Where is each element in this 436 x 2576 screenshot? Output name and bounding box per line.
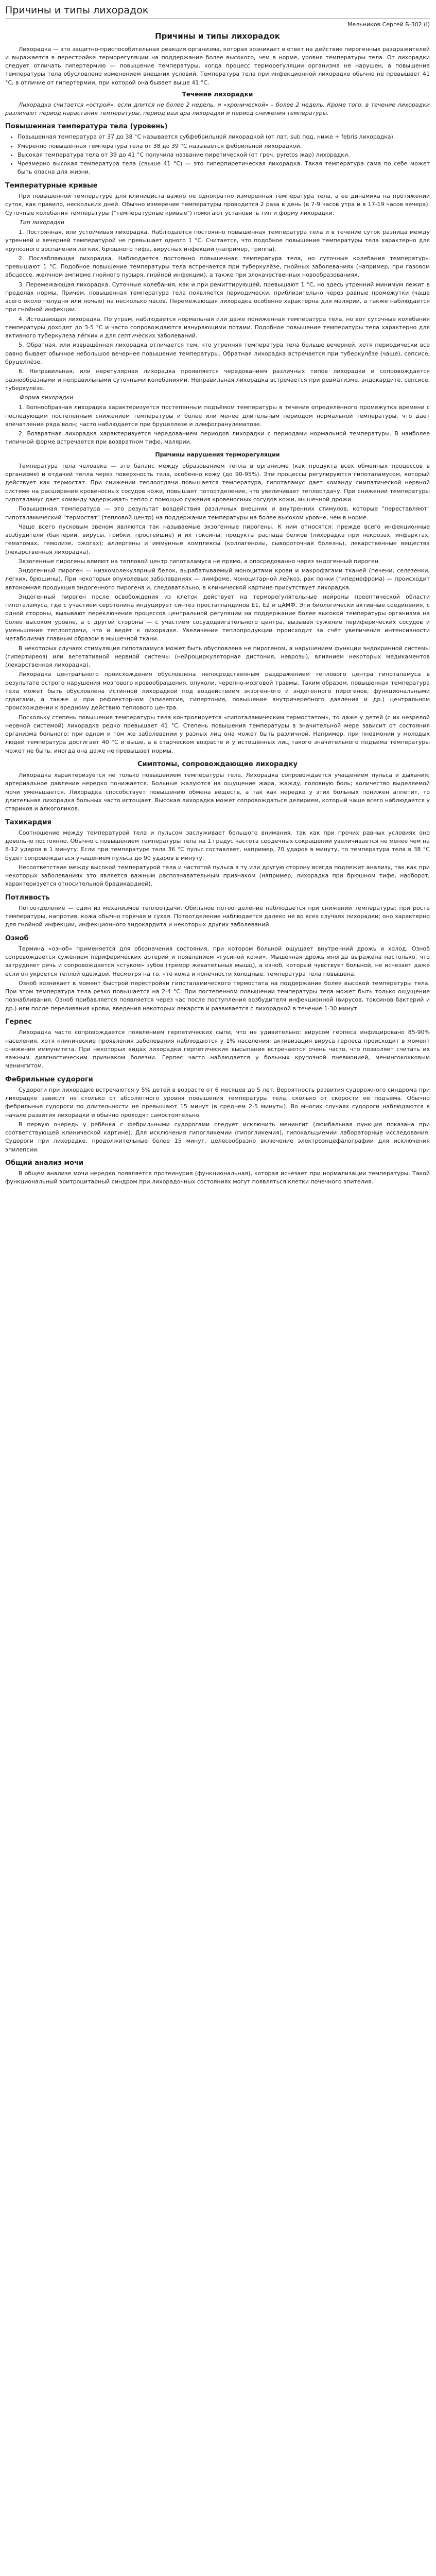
form-paragraph: 1. Волнообразная лихорадка характеризуется постепенным подъёмом температуры в течение определённого промежутка времени с последующим постепенным снижением температуры и более или менее длительным периодом нормальной температуры, что дает впечатление ряда волн; часто наблюдается при бруцеллезе и лимфогранулематозе. [5,404,430,428]
document-page [0,0,436,1187]
form-paragraph: 2. Возвратная лихорадка характеризуется чередованием периодов лихорадки с периодами нормальной температуры. В наиболее типичной форме встречается при возвратном тифе, малярии. [5,430,430,446]
type-paragraph: 6. Неправильная, или неретулярная лихорадка проявляется чередованием различных типов лихорадки и сопровождается разнообразными и неправильными суточными колебаниями. Неправильная лихорадка встречается при ревматизме, эндокардите, сепсисе, туберкулёзе. [5,368,430,392]
list-item: • Чрезмерно высокая температура тела (свыше 41 °С) — это гиперпиретическая лихорадка. Такая температура сама по себе может быть опасна для жизни. [18,160,430,177]
febrile-seizures-paragraph: Судороги при лихорадке встречаются у 5% детей в возрасте от 6 месяцев до 5 лет. Вероятность развития судорожного синдрома при лихорадке зависит не столько от абсолютного уровня повышения температуры тела, сколько от скорости её подъёма. Обычно фебрильные судороги по длительности не превышают 15 минут (в среднем 2-5 минуты). Во многих случаях судороги наблюдаются в начале развития лихорадки и обычно проходят самостоятельно. [5,1086,430,1118]
list-item: • Умеренно повышенная температура тела от 38 до 39 °С называется фебрильной лихорадкой. [18,142,430,150]
disorders-paragraph: Температура тела человека — это баланс между образованием тепла в организме (как продукта всех обменных процессов в организме) и отдачей тепла через поверхность тела, особенно кожу (до 90-95%). Эти процессы регулируются гипоталамусом, который действует как термостат. При снижении теплоотдачи повышается температура, гипоталамус дает команду симпатической нервной системе на расширение кровеносных сосудов кожи, повышает потоотделение, что увеличивает теплоотдачу. При снижении температуры гипоталамус дает команду задерживать тепло с помощью сужения кровеносных сосудов кожи, мышечной дрожи. [5,462,430,503]
types-label: Тип лихорадки [20,218,65,226]
sweating-heading: Потливость [5,893,50,902]
type-paragraph: 5. Обратная, или извращённая лихорадка отличается тем, что утренняя температура тела больше вечерней, хотя периодически все равно бывает обычное небольшое вечернее повышение температуры. Обратная лихорадка встречается при туберкулёзе (чаще), сепсисе, бруцеллёзе. [5,342,430,366]
list-item: • Высокая температура тела от 39 до 41 °С получила название пиретической (от греч. pyretos жар) лихорадки. [18,151,430,159]
urine-analysis-heading: Общий анализ мочи [5,1159,84,1167]
disorders-paragraph: Поскольку степень повышения температуры тела контролируется «гипоталамическим термостатом», то даже у детей (с их незрелой нервной системой) лихорадка редко превышает 41 °С. Степень повышения температуры в значительной мере зависит от состояния организма больного: при одном и том же заболевании у разных лиц она может быть различной. Например, при пневмонии у молодых людей температура достигает 40 °С и выше, а в старческом возрасте и у истощённых лиц такого значительного подъёма температуры может не быть; иногда она даже не превышает нормы. [5,714,430,754]
disorders-paragraph: Эндогенный пироген — низкомолекулярный белок, вырабатываемый моноцитами крови и макрофагами тканей (печени, селезенки, лёгких, брюшины). При некоторых опухолевых заболеваниях — лимфоме, моноцитарной лейкоз, рак почки (гипернефрома) — происходит автономная продукция эндогенного пирогена и, следовательно, в клинической картине присутствует лихорадка. [5,567,430,591]
curves-paragraph: При повышенной температуре для клинициста важно не однократно измеренная температура тела, а её динамика на протяжении суток, как правило, нескольких дней. Обычно измерение температуры проводится 2 раза в день (в 7-9 часов утра и в 17-19 часов вечера). Суточные колебания температуры ("температурные кривые") помогают установить тип и форму лихорадки. [5,192,430,216]
forms-label: Форма лихорадки [20,394,74,401]
type-paragraph: 3. Перемежающая лихорадка. Суточные колебания, как и при ремиттирующей, превышают 1 °С, но здесь утренний минимум лежит в пределах нормы. Причем, повышенная температура тела появляется периодически, приблизительно через равные промежутки (чаще всего около полудня или ночью) на несколько часов. Перемежающая лихорадка особенно характерна для малярии, а также наблюдается при гнойной инфекции. [5,281,430,313]
disorders-paragraph: В некоторых случаях стимуляция гипоталамуса может быть обусловлена не пирогеном, а нарушением функции эндокринной системы (гипертиреоз) или вегетативной нервной системы (нейроциркуляторная дистония, неврозы), влиянием некоторых медикаментов (лекарственная лихорадка). [5,645,430,669]
symptoms-heading: Симптомы, сопровождающие лихорадку [137,760,298,768]
type-paragraph: 2. Послабляющая лихорадка. Наблюдается постоянно повышенная температура тела, но суточные колебания температуры превышают 1 °С. Подобное повышение температуры тела встречается при туберкулёзе, гнойных заболеваниях (например, при газовом абсцессе, желчном эмпиеме гнойного пузыря, гнойной инфекции), а также при злокачественных новообразованиях. [5,255,430,279]
chills-paragraph: Термина «озноб» применяется для обозначения состояния, при котором больной ощущает внутренний дрожь и холод. Озноб сопровождается сужением периферических артерий и появлением «гусиной кожи». Мышечная дрожь иногда выражена настолько, что затрудняет речь и сопровождается «стуком» зубов (тремор жевательных мышц), а озноб, который чувствует больной, не исчезает даже если он укроется тёплой одеждой. Несмотря на то, что кожа и конечности холодные, температура тела повышена. [5,945,430,977]
course-paragraph: Лихорадка считается «острой», если длится не более 2 недель, и «хронической» – более 2 недель. Кроме того, в течение лихорадки различают период нарастания температуры, период разгара лихорадки и период снижения температуры. [5,101,430,116]
tachycardia-paragraph: Несоответствие между высокой температурой тела и частотой пульса в ту или другую сторону всегда подлежит анализу, так как при некоторых заболеваниях это является важным распознавательным признаком (например, лихорадка при брюшном тифе, наоборот, характеризуется относительной брадикардией). [5,863,430,888]
author-line: Мельников Сергей Б-302 (I) [347,21,430,28]
disorders-paragraph: Повышенная температура — это результат воздействия различных внешних и внутренних стимулов, которые "переставляют" гипоталамический "термостат" (тепловой центр) на поддержание температуры на более высоком уровне, чем в норме. [5,505,430,521]
course-heading: Течение лихорадки [182,90,253,98]
chills-heading: Озноб [5,934,29,942]
disorders-paragraph: Чаще всего пусковым звеном являются так называемые экзогенные пирогены. К ним относятся: прежде всего инфекционные возбудители (бактерии, вирусы, грибки, простейшие) и их токсины; продукты распада белков (лихорадка при некрозах, инфарктах, гематомах, гемолизе, ожогах); аллергены и иммунные комплексы (коллагенозы, сывороточная болезнь), лекарственные вещества (лекарственная лихорадка). [5,523,430,555]
list-item: • Повышенная температура от 37 до 38 °С называется субфебрильной лихорадкой (от лат. sub под, ниже + febris лихорадка). [18,133,430,141]
chills-paragraph: Озноб возникает в момент быстрой перестройки гипоталамического термостата на поддержание более высокой температуры тела. При этом температура тела резко повышается на 2-4 °С. При постепенном повышении температуры тела может быть только ощущение познабливания. Озноб прибавляется появляется через час после поступления возбудителя инфекционной (вирусов, токсинов бактерий и др.) или после переливания крови, введения некоторых лекарств и развивается с лихорадкой в течение 1-30 минут. [5,979,430,1012]
symptoms-paragraph: Лихорадка характеризуется не только повышением температуры тела. Лихорадка сопровождается учащением пульса и дыхания; артериальное давление нередко понижается. Больные жалуются на ощущение жара, жажду, головную боль; количество выделяемой мочи уменьшается. Лихорадка способствует повышению обмена веществ, а так как нередко у этих больных понижен аппетит, то длительная лихорадка больных часто истощает. Высокая лихорадка может сопровождаться делирием, который чаще всего наблюдается у стариков и алкоголиков. [5,772,430,812]
levels-list [5,133,430,176]
curves-heading: Температурные кривые [5,181,98,190]
disorders-paragraph: Экзогенные пирогены влияют на тепловой центр гипоталамуса не прямо, а опосредованно через эндогенный пироген. [19,557,380,565]
intro-paragraph: Лихорадка — это защитно-приспособительная реакция организма, которая возникает в ответ на действие пирогенных раздражителей и выражается в перестройке терморегуляции на поддержание более высокого, чем в норме, уровня температуры тела. От лихорадки следует отличать гипертермию — повышение температуры, когда процесс терморегуляции организма не нарушен, а повышение температуры тела обусловлено изменением внешних условий. Температура тела при инфекционной лихорадке обычно не превышает 41 °С, в отличие от гипертермии, при которой она бывает выше 41 °С. [5,45,430,86]
herpes-paragraph: Лихорадка часто сопровождается появлением герпетических сыпи, что не удивительно: вирусом герпеса инфицировано 85-90% населения, хотя клинические проявления заболевания наблюдаются у 1% населения; активизация вируса герпеса происходит в момент снижения иммунитета. При некоторых видах лихорадки герпетические высыпания встречаются очень часто, что позволяет считать их важным диагностическим признаком болезни. Герпес часто наблюдается у больных крупозной пневмонией, менингококковым менингитом. [5,1029,430,1070]
type-paragraph: 4. Истощающая лихорадка. По утрам, наблюдается нормальная или даже пониженная температура тела, но вот суточные колебания температуры доходят до 3-5 °С и часто сопровождаются изнуряющими потами. Подобное повышение температуры тела характерно для активного туберкулеза лёгких и для септических заболеваний. [5,315,430,340]
tachycardia-paragraph: Соотношение между температурой тела и пульсом заслуживает большого внимания, так как при прочих равных условиях оно довольно постоянно. Обычно с повышением температуры тела на 1 градус частота сердечных сокращений увеличивается не менее чем на 8-12 ударов в 1 минуту. Если при температуре тела 36 °С пульс составляет, например, 70 ударов в минуту, то температура тела в 38 °С будет сопровождаться учащением пульса до 90 ударов в минуту. [5,829,430,861]
febrile-seizures-heading: Фебрильные судороги [5,1075,93,1083]
herpes-heading: Герпес [5,1018,32,1026]
tachycardia-heading: Тахикардия [5,818,51,826]
type-paragraph: 1. Постоянная, или устойчивая лихорадка. Наблюдается постоянно повышенная температура тела и в течение суток разница между утренней и вечерней температурой не превышает одного 1 °С. Считается, что подобное повышение температуры тела характерно для крупозного воспаления лёгких, брюшного тифа, вирусных инфекций (например, гриппа). [5,229,430,252]
main-heading: Причины и типы лихорадок [155,31,280,41]
disorders-heading: Причины нарушения терморегуляции [155,451,280,458]
febrile-seizures-paragraph: В первую очередь у ребёнка с фебрильными судорогами следует исключить менингит (люмбальная пункция показана при соответствующей клинической картине). Для исключения гипогликемии (гипогликемия), гипокальциемии лабораторные исследования. Судороги при лихорадке, продолжительные более 15 минут, целесообразно включение электроэнцефалографии для исключения эпилепсии. [5,1121,430,1153]
levels-heading: Повышенная температура тела (уровень) [5,123,168,131]
sweating-paragraph: Потоотделение — один из механизмов теплоотдачи. Обильное потоотделение наблюдается при снижении температуры; при росте температуры, напротив, кожа обычно горячая и сухая. Потоотделение наблюдается далеко не во всех случаях лихорадки; оно характерно для гнойной инфекции, инфекционного эндокардита и некоторых других заболеваний. [5,904,430,928]
disorders-paragraph: Эндогенный пироген после освобождения из клеток действует на терморегулятельные нейроны преоптической области гипоталамуса, где с участием серотонина индуцирует синтез простагландинов E1, E2 и цАМФ. Эти биологически активные соединения, с одной стороны, вызывают переключение процессов центральной регуляции на поддержание более высокой температуры организма на более высоком уровне, а с другой стороны — с участием сосудодвигательного центра, вызывая сужение периферических сосудов и уменьшение теплоотдачи, что и ведёт к лихорадке. Увеличение теплопродукции происходит за счёт увеличения интенсивности метаболизма главным образом в мышечной ткани. [5,593,430,642]
intro-section [5,45,430,87]
document-title: Причины и типы лихорадок [5,3,430,19]
disorders-paragraph: Лихорадка центрального происхождения обусловлена непосредственным раздражением теплового центра гипоталамуса в результате острого нарушения мозгового кровообращения, опухоли, черепно-мозговой травмы. Таким образом, повышенная температура тела может быть обусловлена истинной лихорадкой под воздействием экзогенного и эндогенного пирогенов, функциональными сдвигами, а также и при рефлекторном (эпилепсия, гипертония, повышение внутричерепного давления и др.) центральном происхождении к вредному действию теплового центра. [5,671,430,711]
urine-analysis-paragraph: В общем анализе мочи нередко появляется протеинурия (функциональная), которая исчезает при нормализации температуры. Такой функциональный эритроцитарный синдром при лихорадочных состояниях могут появляться клетки почечного эпителия. [5,1170,430,1185]
